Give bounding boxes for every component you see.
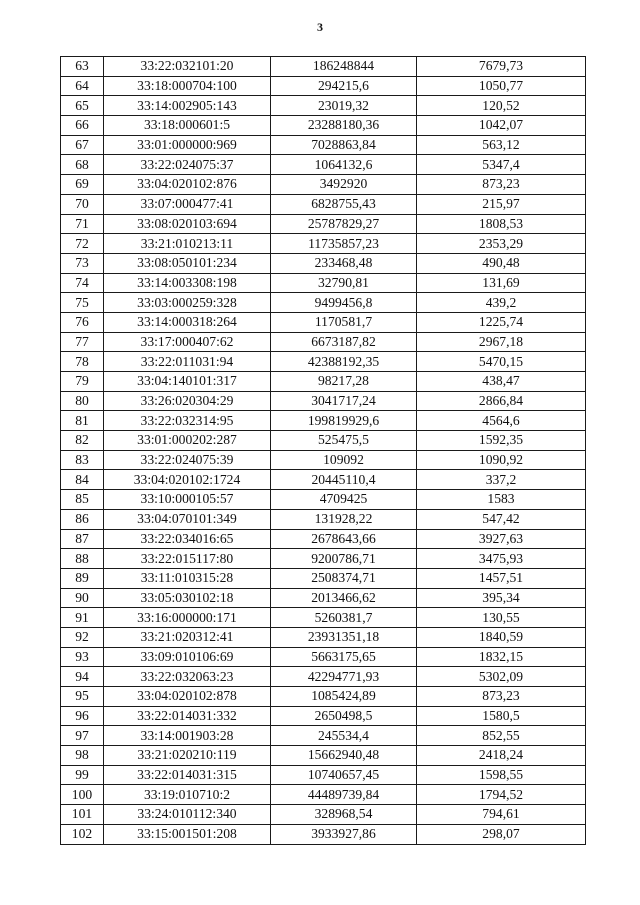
specific-value-cell: 1225,74 — [417, 312, 586, 332]
specific-value-cell: 5347,4 — [417, 155, 586, 175]
cadastral-value-cell: 23019,32 — [271, 96, 417, 116]
table-row — [61, 627, 586, 647]
specific-value-cell: 1583 — [417, 490, 586, 510]
table-row — [61, 824, 586, 844]
cadastral-value-cell: 4709425 — [271, 490, 417, 510]
cadastral-number-cell: 33:18:000704:100 — [104, 76, 271, 96]
cadastral-number-cell: 33:22:024075:37 — [104, 155, 271, 175]
cadastral-number-cell: 33:09:010106:69 — [104, 647, 271, 667]
cadastral-value-cell: 109092 — [271, 450, 417, 470]
cadastral-number-cell: 33:01:000000:969 — [104, 135, 271, 155]
table-row — [61, 431, 586, 451]
cadastral-value-cell: 42294771,93 — [271, 667, 417, 687]
row-number-cell: 83 — [61, 450, 104, 470]
cadastral-number-cell: 33:14:002905:143 — [104, 96, 271, 116]
cadastral-number-cell: 33:24:010112:340 — [104, 805, 271, 825]
cadastral-value-cell: 245534,4 — [271, 726, 417, 746]
cadastral-value-cell: 5260381,7 — [271, 608, 417, 628]
specific-value-cell: 298,07 — [417, 824, 586, 844]
row-number-cell: 91 — [61, 608, 104, 628]
cadastral-value-cell: 44489739,84 — [271, 785, 417, 805]
specific-value-cell: 563,12 — [417, 135, 586, 155]
specific-value-cell: 2967,18 — [417, 332, 586, 352]
table-row — [61, 706, 586, 726]
row-number-cell: 92 — [61, 627, 104, 647]
specific-value-cell: 131,69 — [417, 273, 586, 293]
row-number-cell: 84 — [61, 470, 104, 490]
cadastral-number-cell: 33:22:032063:23 — [104, 667, 271, 687]
row-number-cell: 74 — [61, 273, 104, 293]
specific-value-cell: 3475,93 — [417, 549, 586, 569]
row-number-cell: 79 — [61, 372, 104, 392]
cadastral-value-cell: 525475,5 — [271, 431, 417, 451]
table-body — [61, 57, 586, 845]
specific-value-cell: 1580,5 — [417, 706, 586, 726]
cadastral-number-cell: 33:14:003308:198 — [104, 273, 271, 293]
specific-value-cell: 1794,52 — [417, 785, 586, 805]
table-row — [61, 312, 586, 332]
specific-value-cell: 547,42 — [417, 509, 586, 529]
table-row — [61, 785, 586, 805]
cadastral-value-cell: 11735857,23 — [271, 234, 417, 254]
row-number-cell: 90 — [61, 588, 104, 608]
cadastral-value-cell: 2013466,62 — [271, 588, 417, 608]
cadastral-number-cell: 33:10:000105:57 — [104, 490, 271, 510]
table-row — [61, 746, 586, 766]
table-row — [61, 352, 586, 372]
cadastral-number-cell: 33:26:020304:29 — [104, 391, 271, 411]
cadastral-value-cell: 3492920 — [271, 175, 417, 195]
table-row — [61, 411, 586, 431]
row-number-cell: 68 — [61, 155, 104, 175]
specific-value-cell: 120,52 — [417, 96, 586, 116]
row-number-cell: 86 — [61, 509, 104, 529]
row-number-cell: 81 — [61, 411, 104, 431]
specific-value-cell: 2866,84 — [417, 391, 586, 411]
cadastral-value-cell: 10740657,45 — [271, 765, 417, 785]
cadastral-number-cell: 33:22:015117:80 — [104, 549, 271, 569]
specific-value-cell: 873,23 — [417, 687, 586, 707]
row-number-cell: 66 — [61, 116, 104, 136]
cadastral-value-cell: 2678643,66 — [271, 529, 417, 549]
row-number-cell: 76 — [61, 312, 104, 332]
specific-value-cell: 873,23 — [417, 175, 586, 195]
row-number-cell: 100 — [61, 785, 104, 805]
specific-value-cell: 5302,09 — [417, 667, 586, 687]
cadastral-number-cell: 33:21:020312:41 — [104, 627, 271, 647]
specific-value-cell: 1042,07 — [417, 116, 586, 136]
cadastral-value-cell: 3933927,86 — [271, 824, 417, 844]
cadastral-value-cell: 131928,22 — [271, 509, 417, 529]
cadastral-value-cell: 1064132,6 — [271, 155, 417, 175]
table-row — [61, 372, 586, 392]
specific-value-cell: 395,34 — [417, 588, 586, 608]
row-number-cell: 72 — [61, 234, 104, 254]
table-row — [61, 667, 586, 687]
cadastral-value-cell: 6673187,82 — [271, 332, 417, 352]
table-row — [61, 214, 586, 234]
cadastral-number-cell: 33:04:140101:317 — [104, 372, 271, 392]
cadastral-value-cell: 199819929,6 — [271, 411, 417, 431]
cadastral-number-cell: 33:21:010213:11 — [104, 234, 271, 254]
row-number-cell: 71 — [61, 214, 104, 234]
cadastral-value-cell: 20445110,4 — [271, 470, 417, 490]
specific-value-cell: 1090,92 — [417, 450, 586, 470]
table-row — [61, 96, 586, 116]
row-number-cell: 78 — [61, 352, 104, 372]
row-number-cell: 89 — [61, 568, 104, 588]
row-number-cell: 96 — [61, 706, 104, 726]
cadastral-number-cell: 33:08:050101:234 — [104, 253, 271, 273]
table-row — [61, 647, 586, 667]
cadastral-number-cell: 33:04:020102:876 — [104, 175, 271, 195]
row-number-cell: 99 — [61, 765, 104, 785]
table-row — [61, 116, 586, 136]
cadastral-number-cell: 33:01:000202:287 — [104, 431, 271, 451]
cadastral-number-cell: 33:07:000477:41 — [104, 194, 271, 214]
cadastral-number-cell: 33:19:010710:2 — [104, 785, 271, 805]
table-row — [61, 332, 586, 352]
specific-value-cell: 215,97 — [417, 194, 586, 214]
specific-value-cell: 2418,24 — [417, 746, 586, 766]
cadastral-number-cell: 33:22:024075:39 — [104, 450, 271, 470]
table-row — [61, 135, 586, 155]
cadastral-value-cell: 98217,28 — [271, 372, 417, 392]
row-number-cell: 101 — [61, 805, 104, 825]
row-number-cell: 95 — [61, 687, 104, 707]
table-row — [61, 549, 586, 569]
row-number-cell: 87 — [61, 529, 104, 549]
specific-value-cell: 2353,29 — [417, 234, 586, 254]
specific-value-cell: 852,55 — [417, 726, 586, 746]
cadastral-value-cell: 233468,48 — [271, 253, 417, 273]
specific-value-cell: 794,61 — [417, 805, 586, 825]
specific-value-cell: 1598,55 — [417, 765, 586, 785]
specific-value-cell: 1592,35 — [417, 431, 586, 451]
cadastral-number-cell: 33:22:014031:315 — [104, 765, 271, 785]
cadastral-value-cell: 3041717,24 — [271, 391, 417, 411]
table-row — [61, 234, 586, 254]
cadastral-value-cell: 1170581,7 — [271, 312, 417, 332]
specific-value-cell: 130,55 — [417, 608, 586, 628]
cadastral-value-cell: 32790,81 — [271, 273, 417, 293]
cadastral-number-cell: 33:22:014031:332 — [104, 706, 271, 726]
table-row — [61, 470, 586, 490]
row-number-cell: 67 — [61, 135, 104, 155]
row-number-cell: 65 — [61, 96, 104, 116]
specific-value-cell: 7679,73 — [417, 57, 586, 77]
cadastral-value-cell: 23931351,18 — [271, 627, 417, 647]
cadastral-number-cell: 33:14:001903:28 — [104, 726, 271, 746]
cadastral-number-cell: 33:05:030102:18 — [104, 588, 271, 608]
specific-value-cell: 438,47 — [417, 372, 586, 392]
table-row — [61, 253, 586, 273]
cadastral-value-cell: 42388192,35 — [271, 352, 417, 372]
table-row — [61, 608, 586, 628]
table-row — [61, 726, 586, 746]
specific-value-cell: 1050,77 — [417, 76, 586, 96]
table-row — [61, 450, 586, 470]
row-number-cell: 94 — [61, 667, 104, 687]
cadastral-value-cell: 5663175,65 — [271, 647, 417, 667]
row-number-cell: 82 — [61, 431, 104, 451]
cadastral-number-cell: 33:14:000318:264 — [104, 312, 271, 332]
cadastral-value-cell: 25787829,27 — [271, 214, 417, 234]
cadastral-number-cell: 33:21:020210:119 — [104, 746, 271, 766]
table-row — [61, 293, 586, 313]
cadastral-value-cell: 2508374,71 — [271, 568, 417, 588]
specific-value-cell: 4564,6 — [417, 411, 586, 431]
table-row — [61, 57, 586, 77]
cadastral-number-cell: 33:22:032314:95 — [104, 411, 271, 431]
cadastral-value-cell: 15662940,48 — [271, 746, 417, 766]
cadastral-value-cell: 186248844 — [271, 57, 417, 77]
cadastral-value-cell: 294215,6 — [271, 76, 417, 96]
cadastral-value-cell: 1085424,89 — [271, 687, 417, 707]
specific-value-cell: 3927,63 — [417, 529, 586, 549]
table-row — [61, 155, 586, 175]
cadastral-value-cell: 9200786,71 — [271, 549, 417, 569]
specific-value-cell: 5470,15 — [417, 352, 586, 372]
row-number-cell: 80 — [61, 391, 104, 411]
row-number-cell: 93 — [61, 647, 104, 667]
specific-value-cell: 490,48 — [417, 253, 586, 273]
page-number: 3 — [317, 20, 323, 34]
cadastral-number-cell: 33:22:011031:94 — [104, 352, 271, 372]
table-row — [61, 194, 586, 214]
table-row — [61, 175, 586, 195]
table-row — [61, 568, 586, 588]
cadastral-value-cell: 328968,54 — [271, 805, 417, 825]
row-number-cell: 98 — [61, 746, 104, 766]
cadastral-number-cell: 33:15:001501:208 — [104, 824, 271, 844]
row-number-cell: 75 — [61, 293, 104, 313]
table-row — [61, 687, 586, 707]
specific-value-cell: 1832,15 — [417, 647, 586, 667]
table-row — [61, 76, 586, 96]
specific-value-cell: 1840,59 — [417, 627, 586, 647]
table-row — [61, 805, 586, 825]
cadastral-number-cell: 33:04:020102:1724 — [104, 470, 271, 490]
row-number-cell: 102 — [61, 824, 104, 844]
cadastral-number-cell: 33:03:000259:328 — [104, 293, 271, 313]
cadastral-value-cell: 7028863,84 — [271, 135, 417, 155]
cadastral-value-cell: 2650498,5 — [271, 706, 417, 726]
row-number-cell: 64 — [61, 76, 104, 96]
cadastral-number-cell: 33:16:000000:171 — [104, 608, 271, 628]
cadastral-value-cell: 23288180,36 — [271, 116, 417, 136]
row-number-cell: 70 — [61, 194, 104, 214]
cadastral-number-cell: 33:11:010315:28 — [104, 568, 271, 588]
table-row — [61, 273, 586, 293]
cadastral-number-cell: 33:22:032101:20 — [104, 57, 271, 77]
table-row — [61, 529, 586, 549]
specific-value-cell: 1808,53 — [417, 214, 586, 234]
table-row — [61, 588, 586, 608]
table-row — [61, 490, 586, 510]
cadastral-number-cell: 33:04:020102:878 — [104, 687, 271, 707]
row-number-cell: 97 — [61, 726, 104, 746]
row-number-cell: 69 — [61, 175, 104, 195]
cadastral-value-cell: 6828755,43 — [271, 194, 417, 214]
cadastral-value-cell: 9499456,8 — [271, 293, 417, 313]
table-row — [61, 509, 586, 529]
row-number-cell: 63 — [61, 57, 104, 77]
specific-value-cell: 1457,51 — [417, 568, 586, 588]
cadastral-number-cell: 33:18:000601:5 — [104, 116, 271, 136]
row-number-cell: 73 — [61, 253, 104, 273]
table-row — [61, 391, 586, 411]
row-number-cell: 88 — [61, 549, 104, 569]
row-number-cell: 85 — [61, 490, 104, 510]
cadastral-number-cell: 33:17:000407:62 — [104, 332, 271, 352]
cadastral-number-cell: 33:04:070101:349 — [104, 509, 271, 529]
cadastral-value-table — [60, 56, 586, 845]
cadastral-number-cell: 33:08:020103:694 — [104, 214, 271, 234]
specific-value-cell: 439,2 — [417, 293, 586, 313]
table-row — [61, 765, 586, 785]
row-number-cell: 77 — [61, 332, 104, 352]
specific-value-cell: 337,2 — [417, 470, 586, 490]
cadastral-number-cell: 33:22:034016:65 — [104, 529, 271, 549]
